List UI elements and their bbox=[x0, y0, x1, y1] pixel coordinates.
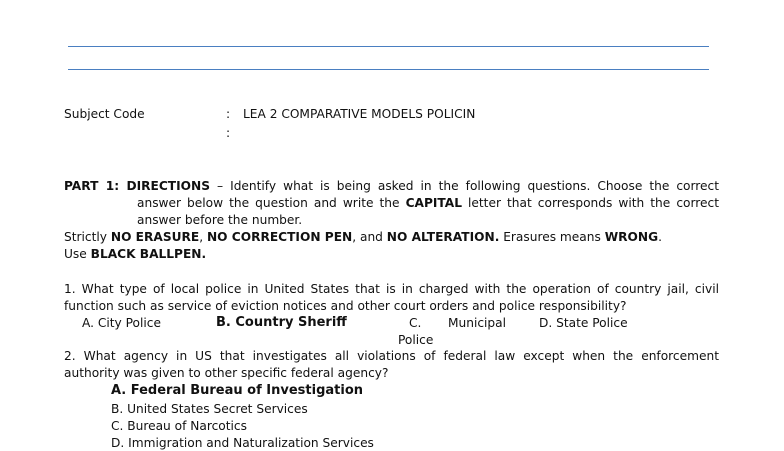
q2-option-d: D. Immigration and Naturalization Services bbox=[111, 436, 374, 450]
q1-option-c-police: Police bbox=[398, 333, 434, 347]
strict-rules-line: Strictly NO ERASURE, NO CORRECTION PEN, and NO ALTERATION. Erasures means WRONG. bbox=[64, 230, 662, 244]
q1-option-c-municipal: Municipal bbox=[448, 316, 507, 330]
ballpen-line: Use BLACK BALLPEN. bbox=[64, 247, 207, 261]
subject-colon: : bbox=[226, 107, 231, 121]
q1-option-c: C. bbox=[409, 316, 422, 330]
directions-label: PART 1: DIRECTIONS bbox=[64, 179, 210, 193]
q2-option-a: A. Federal Bureau of Investigation bbox=[111, 383, 364, 398]
second-colon: : bbox=[226, 126, 231, 140]
subject-code-label: Subject Code bbox=[64, 107, 145, 121]
directions-line-3: answer before the number. bbox=[137, 213, 303, 227]
q1-option-a: A. City Police bbox=[82, 316, 161, 330]
question-2-line-2: authority was given to other specific federal agency? bbox=[64, 366, 389, 380]
top-rule-1 bbox=[68, 46, 709, 47]
capital-emphasis: CAPITAL bbox=[405, 196, 462, 210]
q2-option-b: B. United States Secret Services bbox=[111, 402, 308, 416]
top-rule-2 bbox=[68, 69, 709, 70]
q1-option-d: D. State Police bbox=[539, 316, 628, 330]
subject-value: LEA 2 COMPARATIVE MODELS POLICIN bbox=[243, 107, 476, 121]
directions-line-1: PART 1: DIRECTIONS – Identify what is being asked in the following questions. Choose the correct bbox=[64, 179, 719, 193]
directions-line-2: answer below the question and write the CAPITAL letter that corresponds with the correct bbox=[137, 196, 719, 210]
question-1-line-1: 1. What type of local police in United States that is in charged with the operation of country jail, civil bbox=[64, 282, 719, 296]
question-2-line-1: 2. What agency in US that investigates all violations of federal law except when the enforcement bbox=[64, 349, 719, 363]
q2-option-c: C. Bureau of Narcotics bbox=[111, 419, 247, 433]
question-1-line-2: function such as service of eviction notices and other court orders and police responsibility? bbox=[64, 299, 627, 313]
q1-option-b: B. Country Sheriff bbox=[216, 315, 347, 330]
